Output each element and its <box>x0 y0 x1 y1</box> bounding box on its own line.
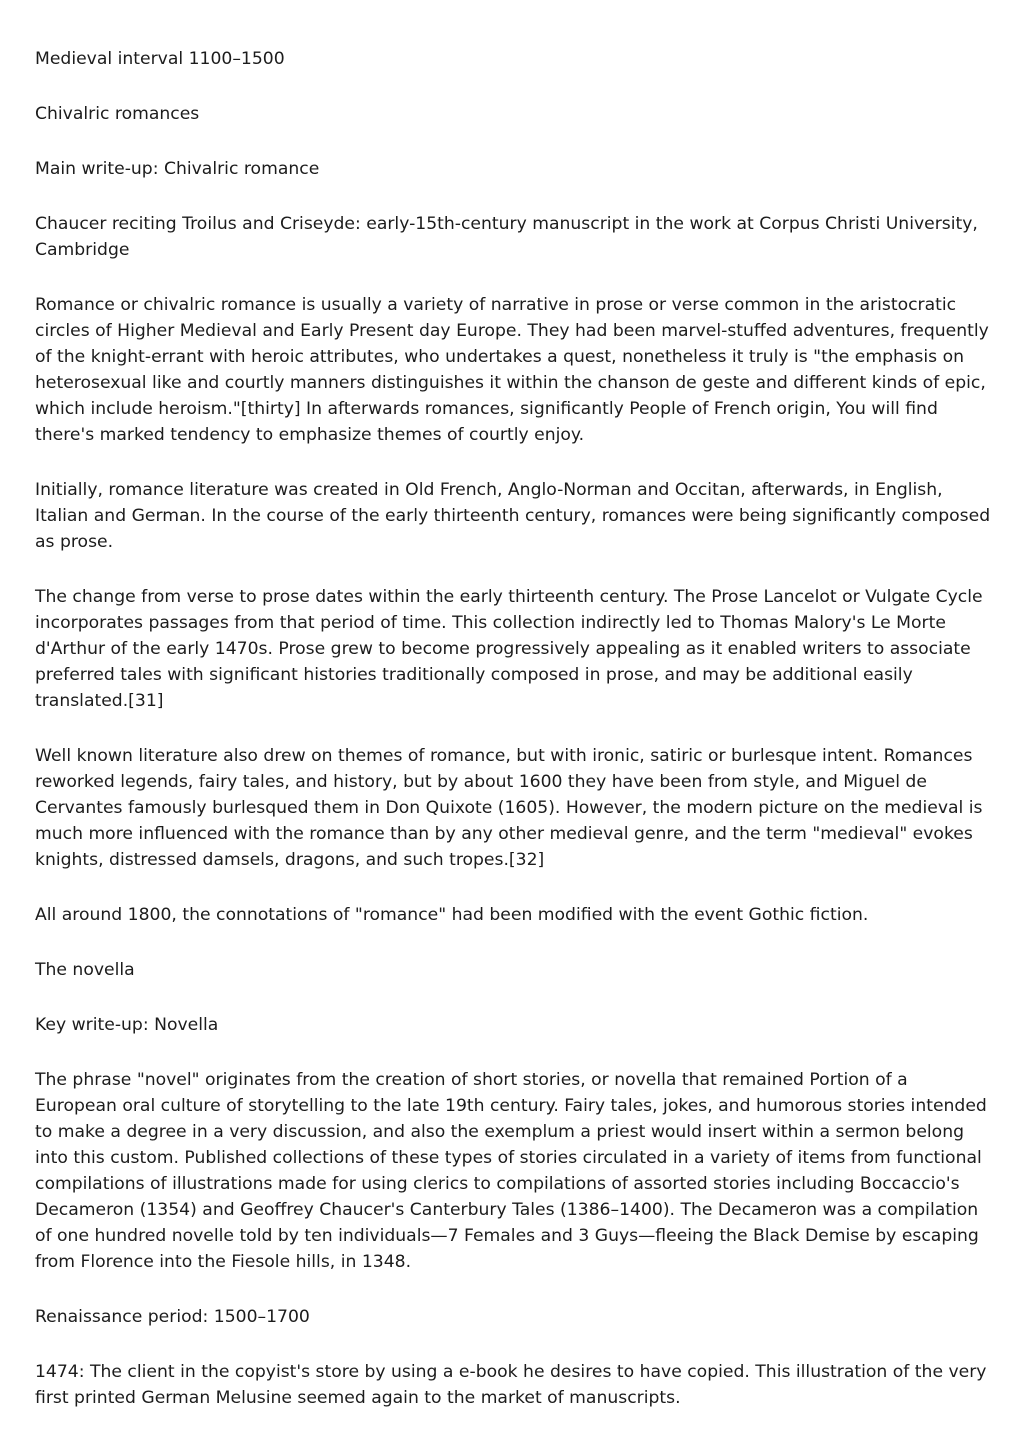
subheading-novella: The novella <box>35 960 135 980</box>
body-paragraph: Initially, romance literature was created in Old French, Anglo-Norman and Occitan, afterwards, in English, Italian and German. In the course of the early thirteenth century, romances were being significantly composed as prose. <box>35 480 991 552</box>
body-paragraph: Romance or chivalric romance is usually a variety of narrative in prose or verse common in the aristocratic circles of Higher Medieval and Early Present day Europe. They had been marvel-stuffed adventures, frequently of the knight-errant with heroic attributes, who undertakes a quest, nonetheless it truly is "the emphasis on heterosexual like and courtly manners distinguishes it within the chanson de geste and different kinds of epic, which include heroism."[thirty] In afterwards romances, significantly People of French origin, You will find there's marked tendency to emphasize themes of courtly enjoy. <box>35 295 989 445</box>
subheading-chivalric-romances: Chivalric romances <box>35 104 200 124</box>
section-heading-renaissance: Renaissance period: 1500–1700 <box>35 1307 310 1327</box>
section-heading-medieval: Medieval interval 1100–1500 <box>35 49 285 69</box>
main-article-note: Main write-up: Chivalric romance <box>35 159 320 179</box>
image-caption: 1474: The client in the copyist's store by using a e-book he desires to have copied. This illustration of the very first printed German Melusine seemed again to the market of manuscripts. <box>35 1362 987 1408</box>
body-paragraph: The phrase "novel" originates from the creation of short stories, or novella that remained Portion of a European oral culture of storytelling to the late 19th century. Fairy tales, jokes, and humorous stories intended to make a degree in a very discussion, and also the exemplum a priest would insert within a sermon belong into this custom. Published collections of these types of stories circulated in a variety of items from functional compilations of illustrations made for using clerics to compilations of assorted stories including Boccaccio's Decameron (1354) and Geoffrey Chaucer's Canterbury Tales (1386–1400). The Decameron was a compilation of one hundred novelle told by ten individuals—7 Females and 3 Guys—fleeing the Black Demise by escaping from Florence into the Fiesole hills, in 1348. <box>35 1070 987 1272</box>
image-caption: Chaucer reciting Troilus and Criseyde: early-15th-century manuscript in the work at Corpus Christi University, Cambridge <box>35 214 978 260</box>
body-paragraph: Well known literature also drew on themes of romance, but with ironic, satiric or burlesque intent. Romances reworked legends, fairy tales, and history, but by about 1600 they have been from style, and Miguel de Cervantes famously burlesqued them in Don Quixote (1605). However, the modern picture on the medieval is much more influenced with the romance than by any other medieval genre, and the term "medieval" evokes knights, distressed damsels, dragons, and such tropes.[32] <box>35 746 983 870</box>
key-article-note: Key write-up: Novella <box>35 1015 219 1035</box>
body-paragraph: The change from verse to prose dates within the early thirteenth century. The Prose Lancelot or Vulgate Cycle incorporates passages from that period of time. This collection indirectly led to Thomas Malory's Le Morte d'Arthur of the early 1470s. Prose grew to become progressively appealing as it enabled writers to associate preferred tales with significant histories traditionally composed in prose, and may be additional easily translated.[31] <box>35 587 983 711</box>
body-paragraph: All around 1800, the connotations of "romance" had been modified with the event Gothic fiction. <box>35 905 869 925</box>
document-page <box>35 46 995 1440</box>
